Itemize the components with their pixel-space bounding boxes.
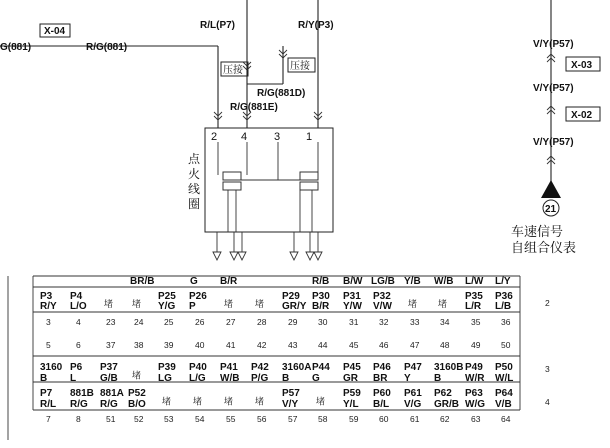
pin-id: P46	[373, 362, 391, 373]
pin-wire-color: Y/L	[343, 399, 359, 410]
connector-cells	[40, 276, 550, 424]
pin-number: 38	[134, 340, 144, 350]
pin-wire-color: R/Y	[40, 301, 57, 312]
pin-id: P4	[70, 291, 83, 302]
pin-id: 3160A	[282, 362, 312, 373]
speed-signal-label: 车速信号	[511, 225, 564, 240]
pin-blocked: 堵	[162, 397, 172, 408]
pin-id: 881B	[70, 388, 94, 399]
pin-wire-color: L/R	[465, 301, 482, 312]
pin-number: 53	[164, 414, 174, 424]
pin-number: 7	[46, 414, 51, 424]
pin-wire-color: Y/G	[158, 301, 176, 312]
partial-cell-label: L/Y	[495, 276, 511, 287]
pin-number: 60	[379, 414, 389, 424]
coil-element	[300, 172, 318, 180]
pin-number: 28	[257, 317, 267, 327]
pin-number: 46	[379, 340, 389, 350]
pin-number: 42	[257, 340, 267, 350]
pin-blocked: 堵	[132, 300, 142, 310]
partial-cell-label: BR/B	[130, 276, 155, 287]
pin-wire-color: B	[282, 373, 290, 384]
pin-id: P7	[40, 388, 53, 399]
partial-cell-label: B/W	[343, 276, 363, 287]
pin-wire-color: GR/Y	[282, 301, 307, 312]
pin-wire-color: Y/W	[343, 301, 362, 312]
row-number: 3	[545, 364, 550, 374]
pin-id: P57	[282, 388, 300, 399]
connector-x04-label: X-04	[44, 26, 66, 37]
pin-id: P36	[495, 291, 513, 302]
pin-number: 63	[471, 414, 481, 424]
pin-number: 30	[318, 317, 328, 327]
pin-id: P62	[434, 388, 452, 399]
pin-id: P60	[373, 388, 391, 399]
pin-wire-color: R/L	[40, 399, 57, 410]
pin-id: P32	[373, 291, 391, 302]
pin-id: P44	[312, 362, 330, 373]
pin-number: 40	[195, 340, 205, 350]
pin-wire-color: Y	[404, 373, 411, 384]
pin-number: 8	[76, 414, 81, 424]
pin-number: 26	[195, 317, 205, 327]
pin-number: 3	[46, 317, 51, 327]
pin-number: 44	[318, 340, 328, 350]
pin-wire-color: R/G	[70, 399, 88, 410]
pin-number: 27	[226, 317, 236, 327]
pin-number: 52	[134, 414, 144, 424]
pin-number: 57	[288, 414, 298, 424]
pin-wire-color: V/Y	[282, 399, 299, 410]
coil-output-arrows	[213, 232, 322, 260]
splice-label-1: 压接	[223, 65, 243, 76]
coil-output-lines	[228, 190, 312, 232]
pin-blocked: 堵	[255, 397, 265, 408]
pin-number: 64	[501, 414, 511, 424]
partial-cell-label: L/W	[465, 276, 484, 287]
coil-pin-2: 2	[211, 131, 218, 143]
pin-wire-color: V/B	[495, 399, 512, 410]
partial-cell-label: B/R	[220, 276, 238, 287]
pin-number: 39	[164, 340, 174, 350]
pin-number: 61	[410, 414, 420, 424]
pin-wire-color: R/G	[100, 399, 118, 410]
speed-signal-triangle-icon	[541, 180, 561, 198]
pin-id: P47	[404, 362, 422, 373]
pin-number: 35	[471, 317, 481, 327]
speed-signal-sublabel: 自组合仪表	[511, 241, 577, 256]
pin-wire-color: G/B	[100, 373, 118, 384]
pin-wire-color: GR	[343, 373, 358, 384]
wire-label-v-y-p57-1: V/Y(P57)	[533, 39, 574, 50]
pin-number: 49	[471, 340, 481, 350]
wire-label-v-y-p57-2: V/Y(P57)	[533, 83, 574, 94]
pin-wire-color: BR	[373, 373, 388, 384]
pin-wire-color: L	[70, 373, 77, 384]
pin-wire-color: V/W	[373, 301, 392, 312]
pin-id: P49	[465, 362, 483, 373]
pin-id: P30	[312, 291, 330, 302]
pin-number: 59	[349, 414, 359, 424]
pin-id: P3	[40, 291, 53, 302]
pin-blocked: 堵	[438, 300, 448, 310]
pin-blocked: 堵	[255, 300, 265, 310]
coil-pin-1: 1	[306, 131, 313, 143]
partial-cell-label: R/B	[312, 276, 330, 287]
pin-wire-color: LG	[158, 373, 172, 384]
pin-id: 3160	[40, 362, 63, 373]
pin-number: 43	[288, 340, 298, 350]
pin-wire-color: GR/B	[434, 399, 459, 410]
pin-blocked: 堵	[104, 300, 114, 310]
pin-wire-color: L/O	[70, 301, 87, 312]
wire-label-r-g-881: R/G(881)	[86, 42, 128, 53]
coil-element	[300, 182, 318, 190]
coil-label-char-4: 圈	[188, 197, 201, 211]
pin-wire-color: P/G	[251, 373, 269, 384]
pin-id: P39	[158, 362, 176, 373]
pin-number: 58	[318, 414, 328, 424]
pin-id: P63	[465, 388, 483, 399]
pin-wire-color: B/L	[373, 399, 390, 410]
row-number: 2	[545, 298, 550, 308]
pin-id: P35	[465, 291, 483, 302]
pin-wire-color: L/B	[495, 301, 512, 312]
pin-id: P31	[343, 291, 361, 302]
pin-wire-color: L/G	[189, 373, 206, 384]
wire-label-r-y-p3: R/Y(P3)	[298, 20, 334, 31]
pin-blocked: 堵	[193, 397, 203, 408]
coil-label-char-1: 点	[188, 152, 201, 166]
pin-number: 47	[410, 340, 420, 350]
pin-number: 6	[76, 340, 81, 350]
wire-label-r-l-p7: R/L(P7)	[200, 20, 235, 31]
wire-label-left: G(881)	[0, 42, 32, 53]
pin-blocked: 堵	[316, 397, 326, 408]
pin-wire-color: W/G	[465, 399, 485, 410]
pin-id: P50	[495, 362, 513, 373]
pin-id: P6	[70, 362, 83, 373]
pin-id: P42	[251, 362, 269, 373]
pin-wire-color: B	[40, 373, 48, 384]
pin-id: P37	[100, 362, 118, 373]
coil-label-char-3: 线	[188, 182, 201, 196]
pin-id: P64	[495, 388, 513, 399]
pin-id: P61	[404, 388, 422, 399]
pin-number: 33	[410, 317, 420, 327]
pin-number: 34	[440, 317, 450, 327]
partial-cell-label: LG/B	[371, 276, 395, 287]
pin-number: 25	[164, 317, 174, 327]
pin-wire-color: V/G	[404, 399, 422, 410]
pin-id: P45	[343, 362, 361, 373]
coil-element	[223, 172, 241, 180]
pin-wire-color: W/L	[495, 373, 514, 384]
pin-id: P40	[189, 362, 207, 373]
partial-cell-label: Y/B	[404, 276, 421, 287]
pin-number: 48	[440, 340, 450, 350]
pin-wire-color: W/B	[220, 373, 240, 384]
pin-number: 32	[379, 317, 389, 327]
pin-id: P29	[282, 291, 300, 302]
pin-number: 31	[349, 317, 359, 327]
pin-id: 881A	[100, 388, 124, 399]
coil-pin-4: 4	[241, 131, 248, 143]
pin-number: 41	[226, 340, 236, 350]
pin-blocked: 堵	[224, 397, 234, 408]
pin-number: 23	[106, 317, 116, 327]
pin-blocked: 堵	[408, 300, 418, 310]
coil-label-char-2: 火	[188, 167, 201, 181]
splice-label-2: 压接	[290, 61, 310, 72]
pin-number: 4	[76, 317, 81, 327]
pin-id: P59	[343, 388, 361, 399]
wire-label-r-g-881e: R/G(881E)	[230, 102, 278, 113]
pin-wire-color: W/R	[465, 373, 485, 384]
pin-wire-color: G	[312, 373, 320, 384]
row-number: 4	[545, 397, 550, 407]
pin-number: 55	[226, 414, 236, 424]
pin-number: 62	[440, 414, 450, 424]
partial-cell-label: W/B	[434, 276, 454, 287]
wire-label-r-g-881d: R/G(881D)	[257, 88, 306, 99]
pin-number: 36	[501, 317, 511, 327]
pin-wire-color: B	[434, 373, 442, 384]
pin-id: P41	[220, 362, 238, 373]
coil-pin-3: 3	[274, 131, 281, 143]
pin-21-label: 21	[545, 204, 557, 215]
wire-label-v-y-p57-3: V/Y(P57)	[533, 137, 574, 148]
pin-id: P25	[158, 291, 176, 302]
pin-number: 37	[106, 340, 116, 350]
pin-number: 50	[501, 340, 511, 350]
pin-blocked: 堵	[132, 371, 142, 382]
partial-cell-label: G	[190, 276, 198, 287]
pin-number: 5	[46, 340, 51, 350]
pin-number: 56	[257, 414, 267, 424]
pin-id: P26	[189, 291, 207, 302]
pin-number: 24	[134, 317, 144, 327]
pin-id: 3160B	[434, 362, 464, 373]
pin-number: 45	[349, 340, 359, 350]
pin-wire-color: B/R	[312, 301, 330, 312]
connector-x03-label: X-03	[571, 60, 593, 71]
pin-number: 54	[195, 414, 205, 424]
pin-id: P52	[128, 388, 146, 399]
connector-x02-label: X-02	[571, 110, 593, 121]
pin-number: 29	[288, 317, 298, 327]
pin-blocked: 堵	[224, 300, 234, 310]
pin-number: 51	[106, 414, 116, 424]
pin-wire-color: P	[189, 301, 196, 312]
coil-element	[223, 182, 241, 190]
pin-wire-color: B/O	[128, 399, 146, 410]
